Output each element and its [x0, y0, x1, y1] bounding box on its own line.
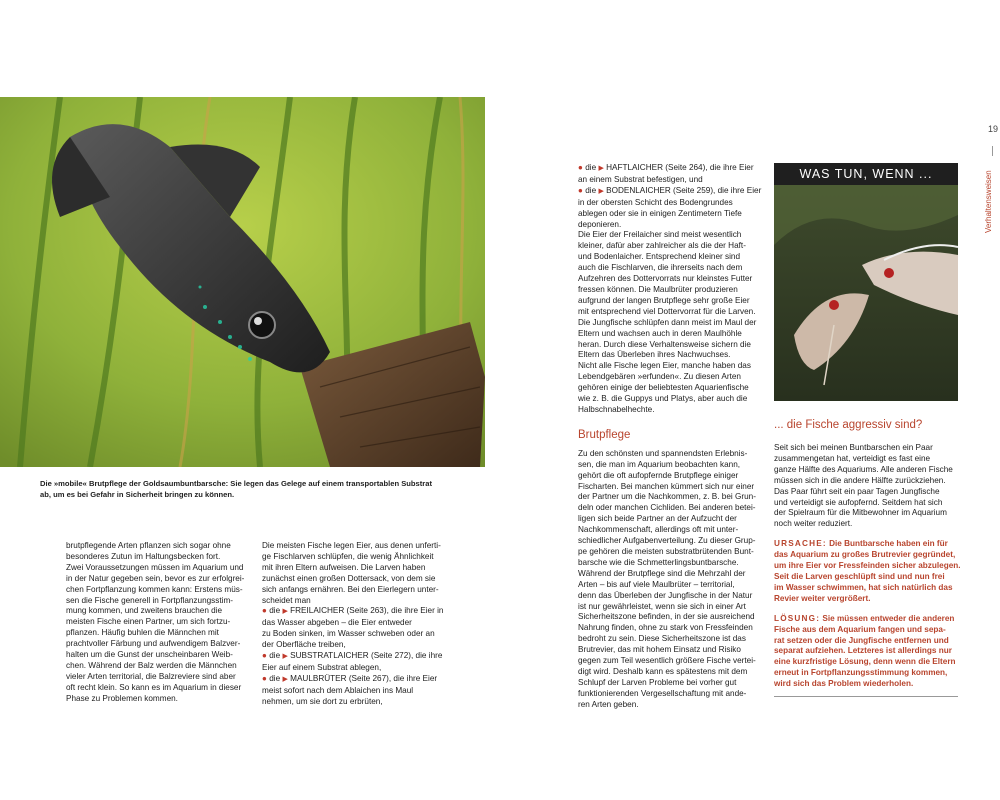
text-line: Die Eier der Freilaicher sind meist wesentlich	[578, 230, 742, 240]
text-block	[262, 541, 452, 708]
divider	[992, 146, 993, 156]
text-line: Während der Brutpflege sind die Mehrzahl der	[578, 568, 746, 578]
text-line: kleiner, dafür aber zahlreicher als die der Haft-	[578, 241, 746, 251]
text-line: prachtvoller Färbung und aufwendigem Balzver-	[66, 639, 241, 649]
text-line: meisten Fische einen Partner, um sich fortzu-	[66, 617, 231, 627]
text-line: ablegen oder sie in einigen Zentimetern Tiefe	[578, 208, 742, 218]
text-block	[578, 163, 765, 416]
text-line: sen, die man im Aquarium beobachten kann,	[578, 459, 741, 469]
text-line: fressen können. Die Maulbrüter produzieren	[578, 284, 738, 294]
text-line: Nahrung finden, ohne zu stark von Fressfeinden	[578, 623, 753, 633]
list-item	[262, 651, 452, 663]
list-item	[578, 186, 765, 198]
text-line: Halbschnabelhechte.	[578, 404, 655, 414]
list-item-label[interactable]: SUBSTRATLAICHER	[290, 651, 369, 661]
text-block	[774, 443, 964, 530]
text-line: Fische aus dem Aquarium fangen und sepa-	[774, 624, 946, 634]
bullet-icon: ●	[578, 185, 583, 195]
text-line: Nicht alle Fische legen Eier, manche haben das	[578, 361, 751, 371]
text-line: barsche wie die Schmetterlingsbuntbarsche.	[578, 557, 739, 567]
text-line: sich anfangs ernähren. Bei den Eierlegern unter-	[262, 584, 439, 594]
text-line: scheidet man	[262, 595, 311, 605]
text-line: schiedlicher Aufgabenverteilung. Zu dieser Grup-	[578, 536, 756, 546]
arrow-right-icon: ▶	[282, 608, 288, 616]
list-item-label[interactable]: FREILAICHER	[290, 606, 345, 616]
text-line: Lebendgebären »erfunden«. Zu diesen Arten	[578, 372, 741, 382]
text-line: Die Jungfische schlüpfen dann meist im Maul der	[578, 317, 757, 327]
text-line: funktionierenden Vergesellschaftung mit ande-	[578, 688, 747, 698]
text-line: Seit die Larven geschlüpft sind und nun frei	[774, 571, 945, 581]
text-line: pe gehören die meisten substratbrütenden Bunt-	[578, 547, 754, 556]
text-line: Aufzehren des Dottervorrats nur kleinstes Futter	[578, 274, 753, 284]
text-line: zusammengetan hat, verteidigt es fast eine	[774, 453, 931, 463]
text-line: zunächst einen großen Dottersack, von dem sie	[262, 573, 436, 583]
text-line: das Wasser abgeben – die Eier entweder	[262, 618, 412, 628]
divider	[774, 696, 958, 697]
text-line: Brutrevier, das mit hohem Einsatz und Risiko	[578, 645, 741, 655]
page-number: 19	[988, 124, 999, 134]
list-item-prefix: die	[269, 673, 281, 683]
text-line: ge Fischlarven schlüpfen, die wenig Ähnlichkeit	[262, 551, 434, 561]
list-item-prefix: die	[269, 606, 281, 616]
text-line: erneut in Fortpflanzungsstimmung kommen,	[774, 668, 948, 678]
text-fragment: Die Buntbarsche haben ein für	[826, 539, 948, 549]
text-line: digt wird. Deshalb kann es spätestens mit dem	[578, 666, 748, 676]
list-item-rest: (Seite 264), die ihre Eier	[663, 163, 754, 172]
photo-caption: Die »mobile« Brutpflege der Goldsaumbuntbarsche: Sie legen das Gelege auf einem transportablen Substrat ab, um es bei Gefahr in Sicherheit bringen zu können.	[40, 479, 433, 499]
section-label: Verhaltensweisen	[984, 170, 993, 233]
text-line: Schlupf der Larven Probleme bei vorher gut	[578, 677, 737, 687]
text-line	[774, 539, 964, 550]
list-item	[262, 674, 452, 686]
text-line: ligen sich beide Partner an der Aufzucht der	[578, 514, 737, 524]
text-line: chen. Während der Balz werden die Männchen	[66, 660, 237, 670]
text-line: mit ihren Eltern aufweisen. Die Larven haben	[262, 562, 426, 572]
text-line: bedroht zu sein. Diese Sicherheitszone ist das	[578, 634, 746, 644]
text-line: Zwei Voraussetzungen müssen im Aquarium und	[66, 562, 244, 572]
list-item-label[interactable]: BODENLAICHER	[606, 185, 671, 195]
list-item-rest: (Seite 259), die ihre Eier	[670, 185, 762, 195]
fish-photo	[0, 97, 485, 467]
text-line: Phase zu Problemen kommen.	[66, 693, 178, 703]
text-block	[578, 449, 765, 711]
section-heading-aggressive: ... die Fische aggressiv sind?	[774, 419, 923, 431]
list-item-rest: (Seite 272), die ihre	[368, 651, 443, 661]
text-line: und Bodenlaicher. Entsprechend kleiner sind	[578, 252, 741, 262]
text-line: Seit sich bei meinen Buntbarschen ein Paar	[774, 443, 933, 452]
text-line: Eier auf einem Substrat ablegen,	[262, 662, 382, 672]
text-line: Nachkommenschaft, allerdings oft mit unter-	[578, 525, 739, 535]
text-line: und verteidigt sie aufopfernd. Seitdem hat sich	[774, 497, 943, 507]
text-line: oft recht klein. So kann es im Aquarium in dieser	[66, 682, 242, 692]
bullet-icon: ●	[262, 673, 267, 683]
text-line: Die meisten Fische legen Eier, aus denen unferti-	[262, 541, 441, 550]
column-2	[262, 541, 452, 708]
arrow-right-icon: ▶	[282, 675, 288, 683]
text-line: zu Boden sinken, im Wasser schweben oder an	[262, 629, 435, 639]
text-line: Revier weiter vergrößert.	[774, 593, 871, 603]
text-line: besonderes Zutun im Haltungsbecken fort.	[66, 551, 221, 561]
text-line: der Partner um die Nachkommen, z. B. bei Grun-	[578, 492, 756, 502]
section-heading-brutpflege: Brutpflege	[578, 428, 631, 441]
text-line: Fischarten. Bei manchen kümmert sich nur einer	[578, 481, 755, 491]
bullet-icon: ●	[262, 651, 267, 661]
text-line: brutpflegende Arten pflanzen sich sogar ohne	[66, 541, 231, 550]
text-line: gehören einige der beliebtesten Aquarienfische	[578, 383, 749, 393]
list-item-prefix: die	[585, 185, 597, 195]
text-line: gehört die oft aufopfernde Brutpflege einiger	[578, 470, 739, 480]
list-item-label[interactable]: MAULBRÜTER	[290, 673, 347, 683]
text-line: das Aquarium zu großes Brutrevier gegründet,	[774, 550, 956, 560]
text-line: im Wasser schwimmen, hat sich natürlich das	[774, 582, 953, 592]
text-line: der Oberfläche treiben,	[262, 640, 346, 650]
text-line: nehmen, um sie dort zu erbrüten,	[262, 696, 383, 706]
text-line: Eltern das Überleben ihres Nachwuchses.	[578, 350, 731, 360]
loesung-label: LÖSUNG:	[774, 613, 821, 623]
list-item	[578, 163, 765, 175]
text-line: müssen sich in die andere Hälfte zurückziehen.	[774, 475, 946, 485]
bullet-icon: ●	[262, 606, 267, 616]
text-line: eine kurzfristige Lösung, denn wenn die Eltern	[774, 657, 956, 667]
text-line: sen die Fische generell in Fortpflanzungsstim-	[66, 595, 234, 605]
list-item	[262, 606, 452, 618]
text-fragment: Sie müssen entweder die anderen	[820, 613, 955, 623]
loesung-block	[774, 614, 964, 690]
box-title: WAS TUN, WENN ...	[774, 163, 958, 185]
ursache-block	[774, 539, 964, 604]
section-sidebar	[982, 158, 1000, 238]
text-line: Zu den schönsten und spannendsten Erlebnis-	[578, 448, 748, 458]
text-line: wie z. B. die Guppys und Platys, aber auch die	[578, 394, 748, 404]
text-line: aufgrund der langen Brutpflege sehr große Eier	[578, 295, 750, 305]
text-line: der Spielraum für die Mitbewohner im Aquarium	[774, 508, 947, 518]
text-line: mung kommen, und zweitens brauchen die	[66, 606, 223, 616]
list-item-rest: (Seite 263), die ihre Eier in	[344, 606, 444, 616]
text-line: ren Arten geben.	[578, 699, 639, 709]
text-line: halten um die Gunst der unscheinbaren Weib-	[66, 650, 233, 660]
text-line: pflanzen. Häufig buhlen die Männchen mit	[66, 628, 219, 638]
box-photo	[774, 185, 958, 401]
text-line: ganze Hälfte des Aquariums. Alle anderen Fische	[774, 464, 953, 474]
text-line: heran. Durch diese Verhaltensweise sichern die	[578, 339, 751, 349]
text-line: noch weiter reduziert.	[774, 519, 853, 529]
text-line: auch die Fischlarven, die ihrerseits nach dem	[578, 263, 743, 273]
text-line: gegen zum Teil wesentlich größere Fische vertei-	[578, 656, 756, 666]
text-line: wird sich das Problem wiederholen.	[774, 679, 914, 689]
list-item-prefix: die	[585, 163, 597, 172]
column-3	[578, 163, 765, 711]
text-line: chen Fortpflanzung kommen kann: Erstens müs-	[66, 584, 243, 594]
text-line: rat setzen oder die Jungfische entfernen und	[774, 635, 949, 645]
text-line: Sicherheitszone befinden, in der sie ausreichend	[578, 612, 755, 622]
text-line: denn das Überleben der Jungfische in der Natur	[578, 590, 753, 600]
text-line: Das Paar führt seit ein paar Tagen Jungfische	[774, 486, 940, 496]
text-line: deponieren.	[578, 219, 622, 229]
text-block	[66, 541, 251, 705]
info-box	[774, 163, 958, 401]
text-line: Eltern und wachsen auch in deren Maulhöhle	[578, 328, 742, 338]
text-line: vieler Arten territorial, die Balzreviere sind aber	[66, 671, 236, 681]
list-item-label[interactable]: HAFTLAICHER	[606, 163, 663, 172]
arrow-right-icon: ▶	[282, 653, 288, 661]
text-line: an einem Substrat befestigen, und	[578, 174, 703, 184]
column-1	[66, 541, 251, 705]
text-line: ist nur gewährleistet, wenn sie sich in einer Art	[578, 601, 746, 611]
text-line: separat aufziehen. Letzteres ist allerdings nur	[774, 646, 952, 656]
arrow-right-icon: ▶	[598, 165, 604, 172]
column-4	[774, 419, 964, 697]
arrow-right-icon: ▶	[598, 187, 604, 195]
text-line: Arten – bis auf viele Maulbrüter – territorial,	[578, 579, 735, 589]
text-line: deln oder manchen Cichliden. Bei anderen betei-	[578, 503, 756, 513]
list-item-rest: (Seite 267), die ihre Eier	[346, 673, 438, 683]
bullet-icon: ●	[578, 163, 583, 172]
text-line	[774, 614, 964, 625]
ursache-label: URSACHE:	[774, 539, 827, 549]
list-item-prefix: die	[269, 651, 281, 661]
text-line: mit entsprechend viel Dottervorrat für die Larven.	[578, 306, 756, 316]
text-line: in der Natur gegeben sein, bevor es zur erfolgrei-	[66, 573, 245, 583]
text-line: in der obersten Schicht des Bodengrundes	[578, 197, 733, 207]
text-line: meist sofort nach dem Ablaichen ins Maul	[262, 685, 414, 695]
text-line: um ihre Eier vor Fressfeinden sicher abzulegen.	[774, 561, 961, 571]
